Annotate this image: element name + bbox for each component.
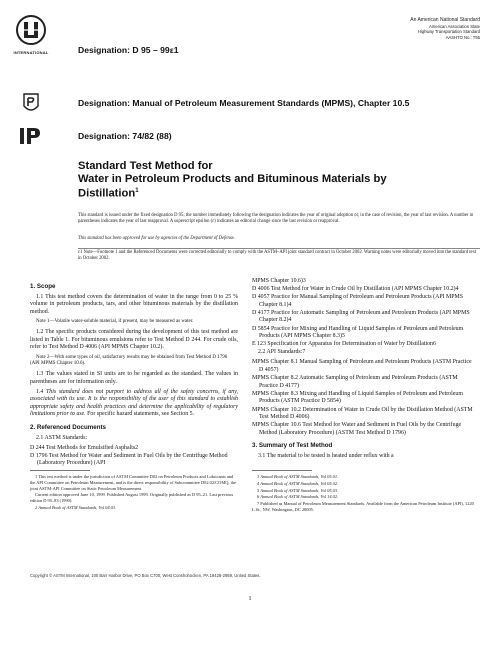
ip-logo bbox=[9, 126, 53, 148]
designation-notice: This standard is issued under the fixed designation D 95; the number immediately following the designation indicates the year of original adoption or, in the case of revision, the year of last revision. A number in parentheses indicates the year of last reapproval. A superscript epsilon (ε) indicates an editorial change since the last revision or reapproval. bbox=[78, 213, 474, 225]
section-heading: 2. Referenced Documents bbox=[30, 424, 106, 431]
reference-item: D 4057 Practice for Manual Sampling of Petroleum and Petroleum Products (API MPMS Chapter 8.1)4 bbox=[252, 294, 464, 308]
footnotes-left bbox=[30, 474, 238, 512]
footnote: 2 Annual Book of ASTM Standards, Vol 04.03. bbox=[35, 504, 117, 510]
reference-item: MPMS Chapter 8.2 Automatic Sampling of Petroleum and Petroleum Products (ASTM Practice D 4177) bbox=[252, 375, 458, 389]
reference-item: D 1796 Test Method for Water and Sediment in Fuel Oils by the Centrifuge Method (Laboratory Procedure) (API bbox=[30, 452, 228, 467]
standard-notice-line: Highway Transportation Standard bbox=[417, 29, 480, 35]
standard-notice-block bbox=[410, 18, 480, 40]
reference-item: MPMS Chapter 8.3 Mixing and Handling of Liquid Samples of Petroleum and Petroleum Products (ASTM Practice D 5854) bbox=[252, 390, 463, 405]
note: Note 2—With some types of oil, satisfactory results may be obtained from Test Method D 1796 (API MPMS Chapter 10.6). bbox=[30, 354, 228, 367]
footnote-divider bbox=[30, 470, 90, 471]
section-heading: 3. Summary of Test Method bbox=[252, 442, 333, 450]
designation-astm: Designation: D 95 – 99ε1 bbox=[78, 45, 179, 55]
footnote: Current edition approved June 10, 1999. Published August 1999. Originally published as D 95–21. Last previous edition D 95–83 (1990). bbox=[30, 492, 234, 504]
standard-notice-line: American Association State bbox=[429, 23, 480, 29]
astm-logo bbox=[9, 14, 53, 58]
footnote: 7 Published as Manual of Petroleum Measurement Standards. Available from the American Petroleum Institute (API), 1220 L St., NW, Washington, DC 20005. bbox=[252, 501, 474, 512]
title-line: Standard Test Method for bbox=[78, 160, 213, 172]
reference-item: E 123 Specification for Apparatus for Determination of Water by Distillation6 bbox=[252, 341, 436, 348]
paragraph: 1.1 This test method covers the determination of water in the range from 0 to 25 % volume in petroleum products, tars, and other bituminous materials by the distillation method. bbox=[30, 293, 238, 315]
note: Note 1—Volatile water-soluble material, if present, may be measured as water. bbox=[36, 319, 194, 325]
paragraph: 1.3 The values stated in SI units are to be regarded as the standard. The values in parentheses are for information only. bbox=[30, 370, 238, 385]
footnote: 1 This test method is under the jurisdiction of ASTM Committee D02 on Petroleum Products and Lubricants and the API Committee on Petroleum Measurement, and is the direct responsibility of Subcommittee D02.02/COMQ, the joint ASTM-API Committee on Static Petroleum Measurement. bbox=[30, 474, 236, 491]
reference-item: MPMS Chapter 10.6 Test Method for Water and Sediment in Fuel Oils by the Centrifuge Method (Laboratory Procedure) (ASTM Test Method D 1796) bbox=[252, 422, 462, 436]
title-footnote-marker: 1 bbox=[135, 188, 139, 194]
astm-emblem-icon bbox=[15, 14, 47, 50]
reference-item: D 244 Test Methods for Emulsified Asphalts2 bbox=[30, 444, 139, 451]
designation-api: Designation: Manual of Petroleum Measurement Standards (MPMS), Chapter 10.5 bbox=[78, 98, 410, 108]
left-column bbox=[30, 278, 238, 468]
reference-item: MPMS Chapter 10.6)3 bbox=[252, 278, 306, 284]
paragraph: 1.4 This standard does not purport to address all of the safety concerns, if any, associated with its use. It is the responsibility of the user of this standard to establish appropriate safety and health practices and determine the applicability of regulatory limitations prior to use. For specific hazard statements, see Section 5. bbox=[30, 388, 238, 418]
reference-item: MPMS Chapter 8.1 Manual Sampling of Petroleum and Petroleum Products (ASTM Practice D 4057) bbox=[252, 359, 472, 374]
reference-item: MPMS Chapter 10.2 Determination of Water in Crude Oil by the Distillation Method (ASTM Test Method D 4006) bbox=[252, 406, 473, 421]
standard-notice-line: AASHTO No.: T55 bbox=[445, 34, 480, 40]
reference-item: D 5854 Practice for Mixing and Handling of Liquid Samples of Petroleum and Petroleum Products (API MPMS Chapter 8.3)5 bbox=[252, 325, 464, 340]
api-logo bbox=[9, 92, 53, 116]
document-title bbox=[78, 160, 478, 200]
astm-logo-caption: INTERNATIONAL bbox=[13, 50, 49, 55]
dod-notice: This standard has been approved for use by agencies of the Department of Defense. bbox=[78, 236, 235, 241]
reference-item: D 4006 Test Method for Water in Crude Oil by Distillation (API MPMS Chapter 10.2)4 bbox=[252, 286, 459, 293]
paragraph: 3.1 The material to be tested is heated under reflux with a bbox=[258, 452, 394, 459]
footnote: 3 Annual Book of ASTM Standards, Vol 05.01. bbox=[257, 474, 339, 479]
paragraph: 2.2 API Standards:7 bbox=[258, 349, 306, 356]
title-line: Water in Petroleum Products and Bituminous Materials by bbox=[78, 172, 387, 185]
footnote: 4 Annual Book of ASTM Standards, Vol 05.02. bbox=[257, 480, 339, 486]
editorial-note: ε1 Note—Footnote 1 and the Referenced Documents were corrected editorially to comply with the ASTM–API joint standard contract in October 2002. Warning notes were editorially moved into the standard text in October 2002. bbox=[78, 248, 480, 262]
paragraph: 2.1 ASTM Standards: bbox=[36, 434, 88, 441]
section-heading: 1. Scope bbox=[30, 283, 56, 290]
footnote-divider bbox=[252, 470, 312, 471]
right-column bbox=[252, 278, 474, 463]
page-number: 1 bbox=[248, 596, 252, 602]
api-emblem-icon bbox=[18, 92, 44, 116]
footnotes-right bbox=[252, 474, 474, 514]
designation-ip: Designation: 74/82 (88) bbox=[78, 131, 172, 141]
title-line: Distillation$^1$ bbox=[78, 187, 139, 200]
reference-item: D 4177 Practice for Automatic Sampling of Petroleum and Petroleum Products (API MPMS Chapter 8.2)4 bbox=[252, 309, 470, 324]
paragraph: 1.2 The specific products considered during the development of this test method are listed in Table 1. For bituminous emulsions refer to Test Method D 244. For crude oils, refer to Test Method D 4006 (API MPMS Chapter 10.2). bbox=[30, 328, 238, 351]
ip-emblem-icon bbox=[16, 126, 46, 148]
copyright-line: Copyright © ASTM International, 100 Barr Harbor Drive, PO Box C700, West Conshohocken, PA 19428-2959, United States. bbox=[30, 573, 261, 578]
footnote: 6 Annual Book of ASTM Standards, Vol 14.02. bbox=[257, 494, 339, 500]
footnote: 5 Annual Book of ASTM Standards, Vol 05.03. bbox=[257, 487, 339, 493]
standard-notice-line: An American National Standard bbox=[410, 17, 480, 23]
